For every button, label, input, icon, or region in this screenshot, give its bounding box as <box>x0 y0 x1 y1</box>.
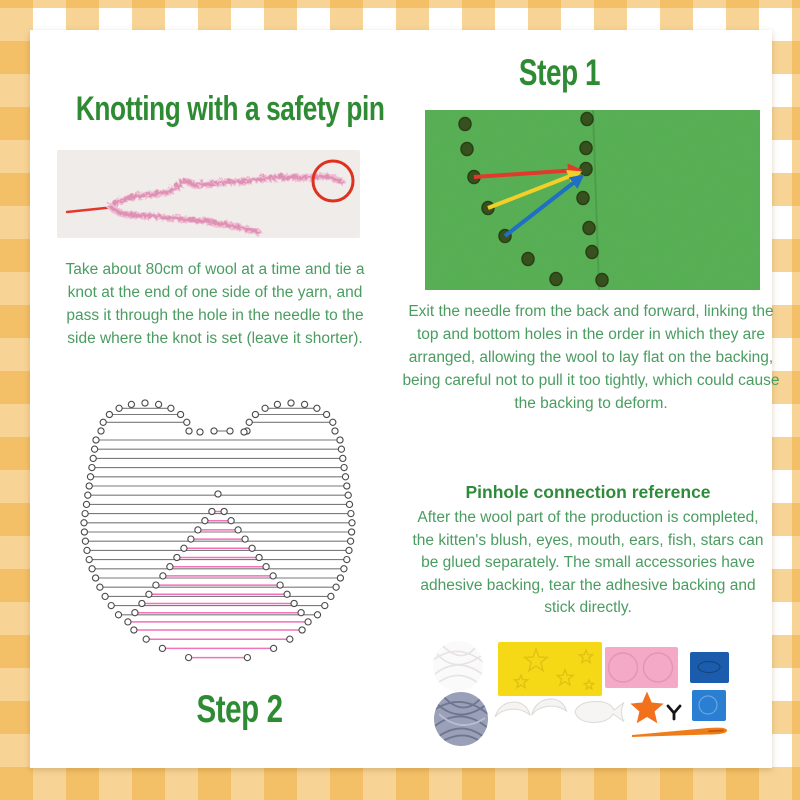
step2-heading <box>75 688 405 730</box>
white-fish-felt <box>575 701 624 722</box>
left-section-title-text: Knotting with a safety pin <box>75 88 385 128</box>
reference-instructions: After the wool part of the production is completed, the kitten's blush, eyes, mouth, ears, fish, stars can be glued separately. The small accessories have adhesive backing, tear the adhesive backing and stick directly. <box>412 509 764 616</box>
dark-blue-felt-square <box>690 652 729 683</box>
wool-yarn-knot-photo <box>57 150 360 238</box>
reference-heading: Pinhole connection reference <box>465 482 711 502</box>
left-section-title <box>42 90 388 127</box>
kitten-stringart-pinhole-diagram <box>45 385 385 675</box>
stringart-threads <box>84 408 352 657</box>
white-ear-crescent-1 <box>495 702 530 717</box>
green-felt-stitch-order-photo <box>425 110 760 290</box>
step2-heading-text: Step 2 <box>196 686 284 731</box>
kit-contents-photo <box>415 630 775 760</box>
white-ear-crescent-2 <box>531 698 567 715</box>
instruction-card <box>30 30 780 768</box>
orange-plastic-needle <box>632 728 727 737</box>
orange-star-felt <box>630 692 663 724</box>
step1-instructions: Exit the needle from the back and forward, linking the top and bottom holes in the order in which they are arranged, allowing the wool to lay flat on the backing, being careful not to pull it too tightly, which could cause the backing to deform. <box>402 303 780 412</box>
blue-felt-square <box>692 690 726 721</box>
step1-heading <box>382 54 738 93</box>
step1-heading-text: Step 1 <box>519 52 601 94</box>
pink-felt-sheet-blush-circles <box>605 647 678 688</box>
knotting-instructions: Take about 80cm of wool at a time and tie a knot at the end of one side of the yarn, and pass it through the hole in the needle to the side where the knot is set (leave it shorter). <box>65 261 365 347</box>
black-mouth-felt <box>668 706 680 719</box>
